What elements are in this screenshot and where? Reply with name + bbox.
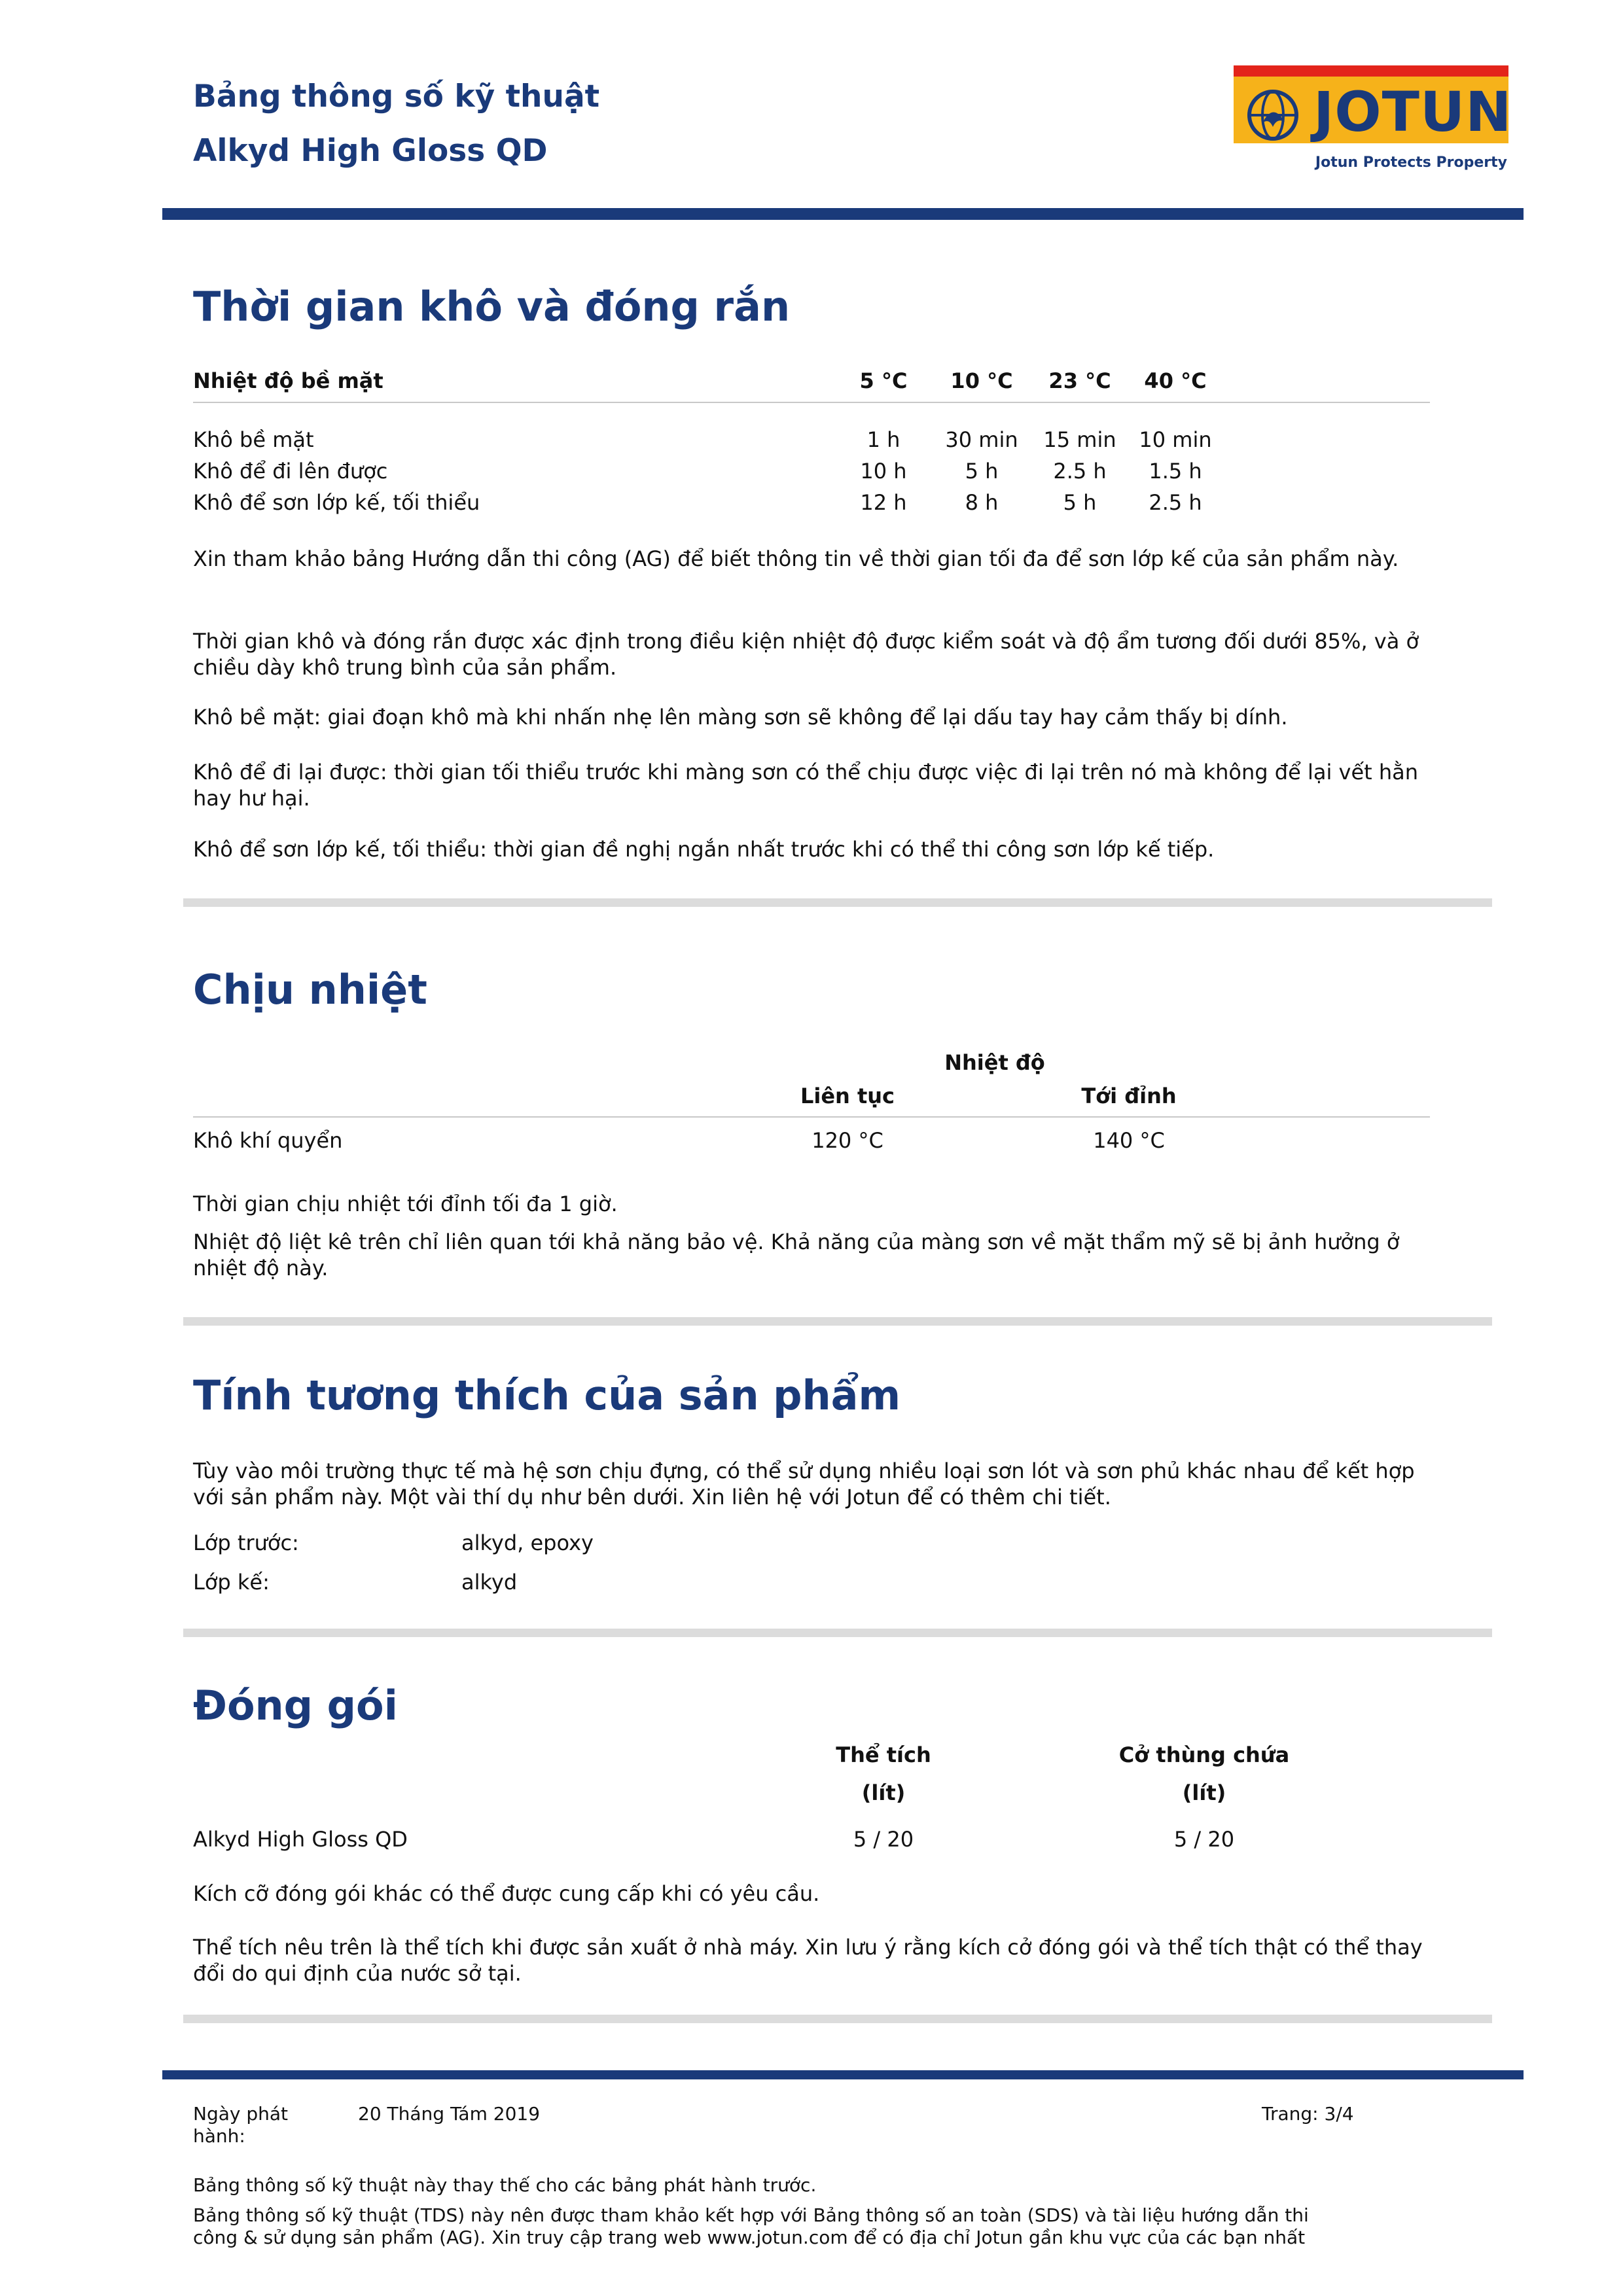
drying-row-label: Khô để đi lên được bbox=[193, 459, 388, 484]
packing-cell-container: 5 / 20 bbox=[1173, 1827, 1235, 1852]
section-divider bbox=[183, 1629, 1492, 1637]
previous-coat-label: Lớp trước: bbox=[193, 1530, 299, 1555]
temp-col-5: 5 °C bbox=[859, 368, 908, 393]
drying-cell: 10 min bbox=[1139, 427, 1212, 452]
drying-cell: 1.5 h bbox=[1149, 459, 1202, 484]
temp-col-23: 23 °C bbox=[1048, 368, 1111, 393]
next-coat-label: Lớp kế: bbox=[193, 1570, 270, 1595]
drying-note: Xin tham khảo bảng Hướng dẫn thi công (AG) để biết thông tin về thời gian tối đa để sơn lớp kế của sản phẩm này. bbox=[193, 546, 1399, 571]
next-coat-value: alkyd bbox=[461, 1570, 518, 1595]
section-divider bbox=[183, 898, 1492, 907]
drying-note: Khô bề mặt: giai đoạn khô mà khi nhấn nhẹ lên màng sơn sẽ không để lại dấu tay hay cảm thấy bị dính. bbox=[193, 705, 1288, 730]
packing-section-title: Đóng gói bbox=[193, 1682, 398, 1729]
packing-cell-volume: 5 / 20 bbox=[853, 1827, 914, 1852]
packing-col-container: Cở thùng chứa bbox=[1118, 1742, 1290, 1767]
document-type-title: Bảng thông số kỹ thuật bbox=[193, 79, 600, 115]
product-name-title: Alkyd High Gloss QD bbox=[193, 133, 548, 169]
drying-cell: 12 h bbox=[860, 490, 907, 515]
compat-section-title: Tính tương thích của sản phẩm bbox=[193, 1371, 901, 1419]
packing-note: Kích cỡ đóng gói khác có thể được cung cấp khi có yêu cầu. bbox=[193, 1881, 820, 1906]
heat-col-peak: Tới đỉnh bbox=[1081, 1084, 1177, 1108]
drying-note: Thời gian khô và đóng rắn được xác định trong điều kiện nhiệt độ được kiểm soát và độ ẩm tương đối dưới 85%, và ở chiều dày khô trung bình của sản phẩm. bbox=[193, 629, 1419, 680]
drying-section-title: Thời gian khô và đóng rắn bbox=[193, 283, 791, 330]
heat-cell-peak: 140 °C bbox=[1093, 1128, 1165, 1153]
header-divider bbox=[162, 208, 1524, 220]
section-divider bbox=[183, 2015, 1492, 2023]
heat-cell-continuous: 120 °C bbox=[812, 1128, 883, 1153]
section-divider bbox=[183, 1317, 1492, 1326]
packing-col-container-unit: (lít) bbox=[1182, 1780, 1226, 1805]
temp-col-10: 10 °C bbox=[950, 368, 1013, 393]
drying-cell: 2.5 h bbox=[1053, 459, 1107, 484]
drying-note: Khô để sơn lớp kế, tối thiểu: thời gian đề nghị ngắn nhất trước khi có thể thi công sơn lớp kế tiếp. bbox=[193, 837, 1215, 862]
heat-group-header: Nhiệt độ bbox=[944, 1050, 1045, 1075]
drying-table-rule bbox=[193, 402, 1430, 403]
previous-coat-value: alkyd, epoxy bbox=[461, 1530, 594, 1555]
heat-row-label: Khô khí quyển bbox=[193, 1128, 343, 1153]
drying-cell: 10 h bbox=[860, 459, 907, 484]
drying-cell: 1 h bbox=[866, 427, 901, 452]
drying-cell: 2.5 h bbox=[1149, 490, 1202, 515]
compat-intro: Tùy vào môi trường thực tế mà hệ sơn chịu đựng, có thể sử dụng nhiều loại sơn lót và sơn phủ khác nhau để kết hợp với sản phẩm này. Một vài thí dụ như bên dưới. Xin liên hệ với Jotun để có thêm chi tiết. bbox=[193, 1458, 1415, 1510]
drying-cell: 30 min bbox=[945, 427, 1018, 452]
globe-whale-icon bbox=[1247, 89, 1299, 141]
surface-temp-header: Nhiệt độ bề mặt bbox=[193, 368, 383, 393]
jotun-logo bbox=[1234, 65, 1512, 177]
temp-col-40: 40 °C bbox=[1144, 368, 1207, 393]
drying-cell: 8 h bbox=[965, 490, 999, 515]
logo-tagline: Jotun Protects Property bbox=[1315, 154, 1507, 171]
heat-col-continuous: Liên tục bbox=[800, 1084, 895, 1108]
footer-supersede-note: Bảng thông số kỹ thuật này thay thế cho các bảng phát hành trước. bbox=[193, 2174, 817, 2196]
drying-row-label: Khô bề mặt bbox=[193, 427, 314, 452]
footer-reference-note: Bảng thông số kỹ thuật (TDS) này nên được tham khảo kết hợp với Bảng thông số an toàn (SDS) và tài liệu hướng dẫn thi bbox=[193, 2204, 1309, 2226]
packing-col-volume: Thể tích bbox=[836, 1742, 931, 1767]
packing-row-label: Alkyd High Gloss QD bbox=[193, 1827, 408, 1852]
issue-date-label-cont: hành: bbox=[193, 2125, 245, 2147]
logo-wordmark: JOTUN bbox=[1313, 80, 1512, 144]
page-number: Trang: 3/4 bbox=[1262, 2103, 1354, 2125]
drying-cell: 15 min bbox=[1043, 427, 1116, 452]
drying-cell: 5 h bbox=[1063, 490, 1097, 515]
drying-cell: 5 h bbox=[965, 459, 999, 484]
footer-divider bbox=[162, 2070, 1524, 2079]
issue-date-value: 20 Tháng Tám 2019 bbox=[358, 2103, 541, 2125]
heat-table-rule bbox=[193, 1116, 1430, 1118]
heat-note: Nhiệt độ liệt kê trên chỉ liên quan tới khả năng bảo vệ. Khả năng của màng sơn về mặt thẩm mỹ sẽ bị ảnh hưởng ở nhiệt độ này. bbox=[193, 1229, 1400, 1280]
packing-col-volume-unit: (lít) bbox=[861, 1780, 906, 1805]
drying-row-label: Khô để sơn lớp kế, tối thiểu bbox=[193, 490, 480, 515]
drying-note: Khô để đi lại được: thời gian tối thiểu trước khi màng sơn có thể chịu được việc đi lại trên nó mà không để lại vết hằn hay hư hại. bbox=[193, 760, 1419, 811]
issue-date-label: Ngày phát bbox=[193, 2103, 289, 2125]
heat-section-title: Chịu nhiệt bbox=[193, 966, 427, 1014]
footer-reference-note-cont: công & sử dụng sản phẩm (AG). Xin truy cập trang web www.jotun.com để có địa chỉ Jotun gần khu vực của các bạn nhất bbox=[193, 2227, 1306, 2248]
packing-note: Thể tích nêu trên là thể tích khi được sản xuất ở nhà máy. Xin lưu ý rằng kích cở đóng gói và thể tích thật có thể thay đổi do qui định của nước sở tại. bbox=[193, 1935, 1423, 1986]
heat-note: Thời gian chịu nhiệt tới đỉnh tối đa 1 giờ. bbox=[193, 1192, 618, 1216]
logo-red-band bbox=[1234, 65, 1508, 77]
